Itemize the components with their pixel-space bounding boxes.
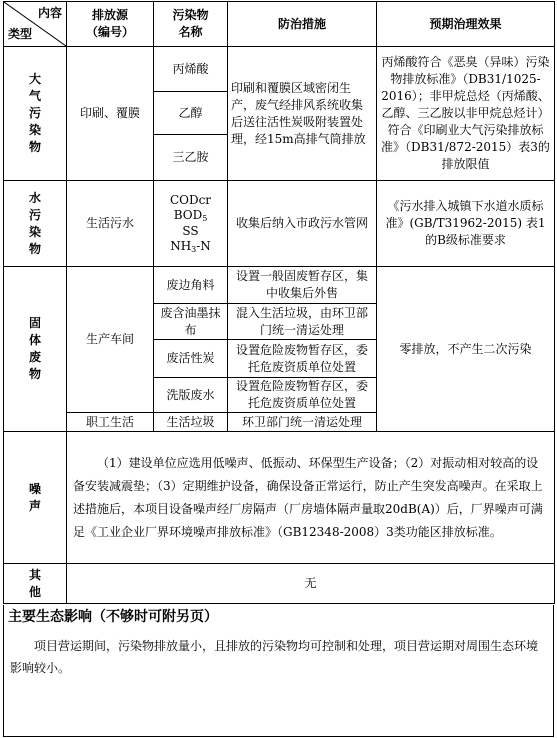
air-measure-cell: 印刷和覆膜区域密闭生产，废气经排风系统收集后送往活性炭吸附装置处理，经15m高排气筒排放: [228, 47, 377, 181]
solid-pollutant-2: 废含油墨抹布: [154, 304, 228, 340]
air-pollutant-2: 乙醇: [154, 92, 228, 135]
measure-column-header: 防治措施: [228, 2, 377, 47]
ecology-title: 主要生态影响（不够时可附另页）: [8, 609, 218, 625]
solid-measure-5: 环卫部门统一清运处理: [228, 413, 377, 432]
noise-category-cell: 噪 声: [4, 432, 67, 564]
pollution-control-table: [3, 1, 555, 604]
noise-measure-text: （1）建设单位应选用低噪声、低振动、环保型生产设备；（2）对振动相对较高的设备安装减震垫；（3）定期维护设备，确保设备正常运行，防止产生突发高噪声。在采取上述措施后，本项目设备噪声经厂房隔声（厂房墙体隔声量取20dB(A)）后，厂界噪声可满足《工业企业厂界环境噪声排放标准》（GB12348-2008）3类功能区排放标准。: [67, 432, 555, 564]
air-effect-cell: 丙烯酸符合《恶臭（异味）污染物排放标准》（DB31/1025-2016）；非甲烷总烃（丙烯酸、乙醇、三乙胺以非甲烷总烃计）符合《印刷业大气污染排放标准》（DB31/872-2015）表3的排放限值: [377, 47, 555, 181]
other-value-cell: 无: [67, 564, 555, 604]
solid-row: [4, 267, 555, 304]
solid-category-cell: 固 体 废 物: [4, 267, 67, 432]
ecology-text: 项目营运期间，污染物排放量小，且排放的污染物均可控制和处理，项目营运期对周围生态环境影响较小。: [10, 639, 539, 675]
solid-pollutant-5: 生活垃圾: [154, 413, 228, 432]
water-pollutant-cell: CODcr BOD5 SS NH3-N: [154, 181, 228, 267]
air-category-cell: 大 气 污 染 物: [4, 47, 67, 181]
other-row: [4, 564, 555, 604]
corner-bottom-label: 类型: [8, 27, 33, 41]
water-category-cell: 水 污 染 物: [4, 181, 67, 267]
source-column-header: 排放源 （编号）: [67, 2, 154, 47]
air-source-cell: 印刷、覆膜: [67, 47, 154, 181]
solid-pollutant-3: 废活性炭: [154, 340, 228, 378]
air-pollutant-3: 三乙胺: [154, 135, 228, 181]
corner-header-cell: [4, 2, 67, 47]
water-row: [4, 181, 555, 267]
effect-column-header: 预期治理效果: [377, 2, 555, 47]
noise-row: [4, 432, 555, 564]
pollutant-column-header: 污染物 名称: [154, 2, 228, 47]
water-effect-cell: 《污水排入城镇下水道水质标准》(GB/T31962-2015) 表1的B级标准要求: [377, 181, 555, 267]
solid-staff-source-cell: 职工生活: [67, 413, 154, 432]
solid-pollutant-4: 洗版废水: [154, 378, 228, 413]
solid-measure-4: 设置危险废物暂存区，委托危废资质单位处置: [228, 378, 377, 413]
solid-measure-2: 混入生活垃圾，由环卫部门统一清运处理: [228, 304, 377, 340]
solid-measure-3: 设置危险废物暂存区，委托危废资质单位处置: [228, 340, 377, 378]
solid-production-source-cell: 生产车间: [67, 267, 154, 413]
corner-top-label: 内容: [37, 6, 62, 20]
solid-measure-1: 设置一般固废暂存区，集中收集后外售: [228, 267, 377, 304]
water-measure-cell: 收集后纳入市政污水管网: [228, 181, 377, 267]
air-row: [4, 47, 555, 92]
solid-pollutant-1: 废边角料: [154, 267, 228, 304]
table-header-row: [4, 2, 555, 47]
other-category-cell: 其 他: [4, 564, 67, 604]
solid-effect-cell: 零排放，不产生二次污染: [377, 267, 555, 432]
air-pollutant-1: 丙烯酸: [154, 47, 228, 92]
ecology-section: [3, 605, 554, 737]
water-source-cell: 生活污水: [67, 181, 154, 267]
